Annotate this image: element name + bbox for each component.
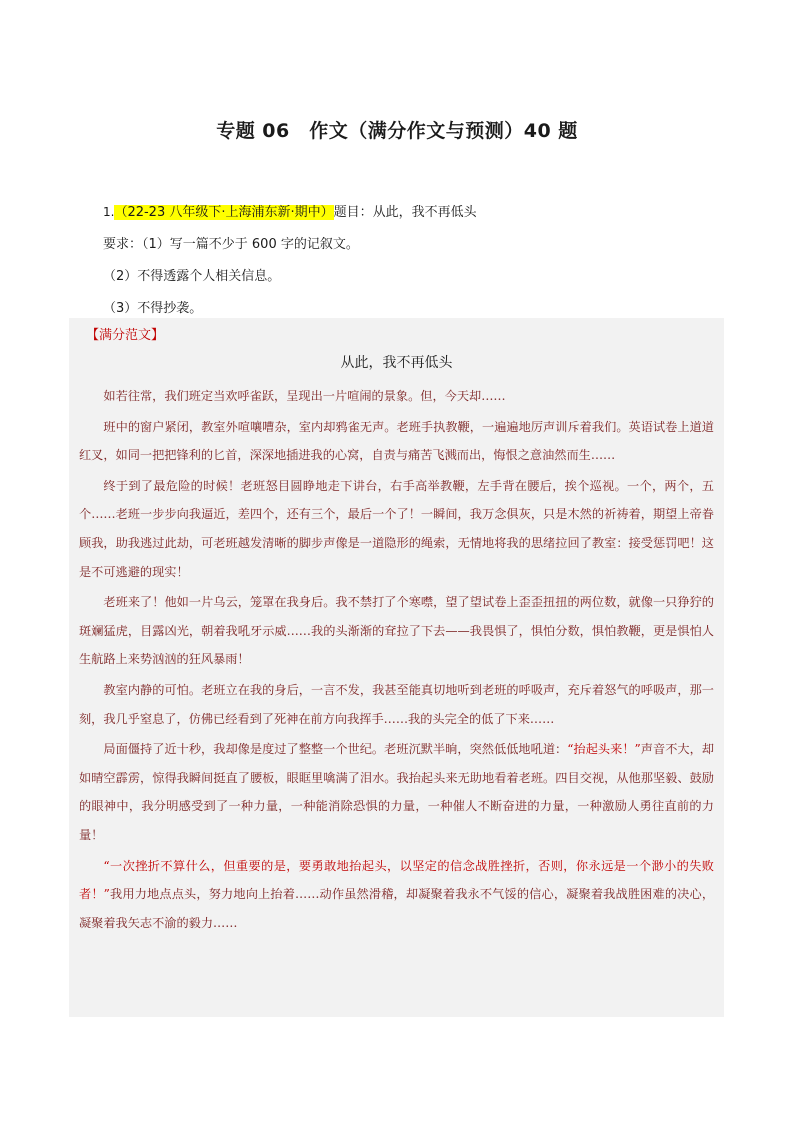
essay-paragraph-with-quote (79, 852, 714, 938)
requirement-3: （3）不得抄袭。 (103, 301, 203, 316)
essay-paragraph: 老班来了！他如一片乌云，笼罩在我身后。我不禁打了个寒噤，望了望试卷上歪歪扭扭的两位数，就像一只狰狞的斑斓猛虎，目露凶光，朝着我吼牙示威……我的头渐渐的耷拉了下去——我畏惧了，惧怕分数，惧怕教鞭，更是惧怕人生航路上来势汹汹的狂风暴雨！ (79, 595, 714, 667)
question-prompt: 题目：从此，我不再低头 (333, 205, 477, 220)
question-line (103, 196, 723, 229)
essay-paragraph-with-quote (79, 735, 714, 849)
essay-quote: “抬起头来！” (567, 742, 641, 757)
essay-paragraph: 教室内静的可怕。老班立在我的身后，一言不发，我甚至能真切地听到老班的呼吸声，充斥着怒气的呼吸声，那一刻，我几乎窒息了，仿佛已经看到了死神在前方向我挥手……我的头完全的低了下来…… (79, 682, 714, 726)
essay-paragraph: 如若往常，我们班定当欢呼雀跃，呈现出一片喧闹的景象。但，今天却…… (103, 389, 506, 403)
essay-paragraph-text: 局面僵持了近十秒，我却像是度过了整整一个世纪。老班沉默半晌，突然低低地吼道： (103, 742, 568, 757)
page-title: 专题 06 作文（满分作文与预测）40 题 (216, 120, 578, 142)
question-block (103, 196, 723, 325)
essay-paragraph: 终于到了最危险的时候！老班怒目圆睁地走下讲台，右手高举教鞭，左手背在腰后，挨个巡视。一个，两个，五个……老班一步步向我逼近，差四个，还有三个，最后一个了！一瞬间，我万念俱灰，只是木然的祈祷着，期望上帝眷顾我，助我逃过此劫，可老班越发清晰的脚步声像是一道隐形的绳索，无情地将我的思绪拉回了教室：接受惩罚吧！这是不可逃避的现实！ (79, 478, 714, 579)
question-number: 1. (103, 205, 115, 219)
essay-title: 从此，我不再低头 (340, 355, 453, 371)
essay-quote: “一次挫折不算什么，但重要的是，要勇敢地抬起头，以坚定的信念战胜挫折，否则，你永远是一个渺小的失败者！” (79, 858, 714, 902)
question-source-highlight: （22-23 八年级下·上海浦东新·期中） (114, 205, 334, 220)
model-essay-panel (69, 318, 724, 1017)
requirement-2: （2）不得透露个人相关信息。 (103, 269, 281, 284)
essay-paragraph-text: 声音不大，却如晴空霹雳，惊得我瞬间挺直了腰板，眼眶里噙满了泪水。我抬起头来无助地看着老班。四目交视，从他那坚毅、鼓励的眼神中，我分明感受到了一种力量，一种能消除恐惧的力量，一种催人不断奋进的力量，一种激励人勇往直前的力量！ (79, 742, 715, 842)
essay-paragraph: 班中的窗户紧闭，教室外喧嚷嘈杂，室内却鸦雀无声。老班手执教鞭，一遍遍地厉声训斥着我们。英语试卷上道道红叉，如同一把把锋利的匕首，深深地插进我的心窝，自责与痛苦飞溅而出，悔恨之意油然而生…… (79, 419, 714, 463)
essay-paragraph-text: 我用力地点点头，努力地向上抬着……动作虽然滑稽，却凝聚着我永不气馁的信心，凝聚着我战胜困难的决心，凝聚着我矢志不渝的毅力…… (79, 887, 715, 930)
requirement-1: 要求：（1）写一篇不少于 600 字的记叙文。 (103, 237, 359, 252)
model-essay-label: 【满分范文】 (86, 328, 165, 343)
